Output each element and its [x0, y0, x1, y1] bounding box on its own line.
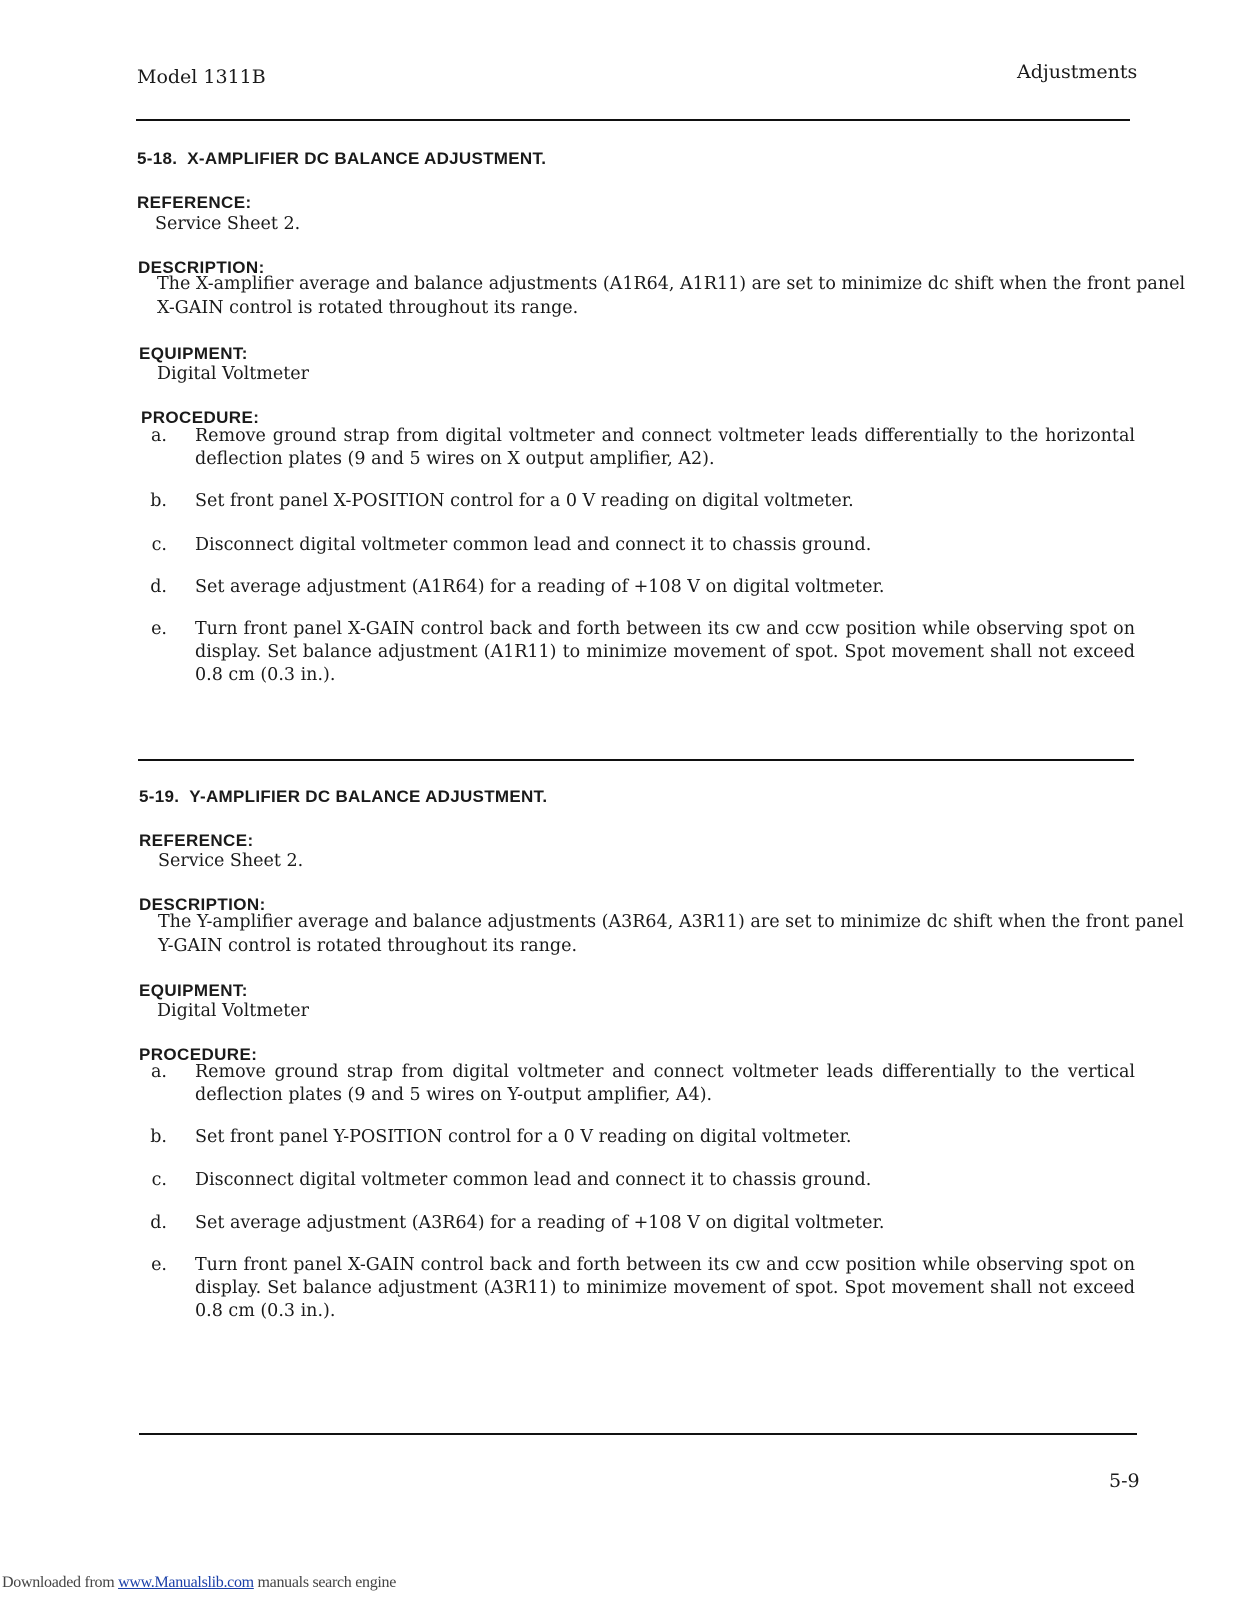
step-letter: d. — [150, 577, 167, 597]
step-text: Disconnect digital voltmeter common lead and connect it to chassis ground. — [195, 1170, 872, 1190]
manualslib-link[interactable]: www.Manualslib.com — [118, 1574, 254, 1591]
footer-rule — [139, 1433, 1137, 1435]
step-letter: e. — [151, 619, 167, 639]
description-line-2: X-GAIN control is rotated throughout its range. — [157, 298, 579, 318]
step-letter: d. — [150, 1213, 167, 1233]
page-number: 5-9 — [1109, 1470, 1140, 1492]
description-line-1: The Y-amplifier average and balance adjustments (A3R64, A3R11) are set to minimize dc shift when the front panel — [158, 912, 1184, 932]
step-text: Set average adjustment (A1R64) for a reading of +108 V on digital voltmeter. — [195, 577, 885, 597]
description-label: DESCRIPTION: — [138, 258, 265, 277]
step-letter: e. — [151, 1255, 167, 1275]
step-text: Set front panel Y-POSITION control for a 0 V reading on digital voltmeter. — [195, 1127, 852, 1147]
section-title-5-18 — [137, 149, 546, 169]
step-text: Disconnect digital voltmeter common lead and connect it to chassis ground. — [195, 535, 872, 555]
header-model: Model 1311B — [137, 66, 266, 88]
equipment-label: EQUIPMENT: — [139, 344, 248, 363]
section-number: 5-18. — [137, 149, 178, 168]
step-text: Remove ground strap from digital voltmeter and connect voltmeter leads differentially to the vertical deflection plates (9 and 5 wires on Y-output amplifier, A4). — [195, 1062, 1135, 1105]
equipment-text: Digital Voltmeter — [157, 1001, 309, 1021]
section-title-5-19 — [139, 787, 547, 807]
footer-prefix: Downloaded from — [2, 1574, 119, 1591]
footer-suffix: manuals search engine — [253, 1574, 397, 1591]
step-letter: b. — [150, 1127, 167, 1147]
reference-label: REFERENCE: — [137, 193, 252, 212]
step-letter: c. — [151, 1170, 167, 1190]
procedure-label: PROCEDURE: — [141, 408, 260, 427]
reference-text: Service Sheet 2. — [158, 851, 304, 871]
equipment-label: EQUIPMENT: — [139, 981, 248, 1000]
step-letter: a. — [151, 1062, 167, 1082]
step-text: Remove ground strap from digital voltmeter and connect voltmeter leads differentially to the horizontal deflection plates (9 and 5 wires on X output amplifier, A2). — [195, 426, 1135, 469]
section-divider — [138, 759, 1134, 761]
equipment-text: Digital Voltmeter — [157, 364, 309, 384]
step-text: Set front panel X-POSITION control for a 0 V reading on digital voltmeter. — [195, 491, 854, 511]
section-heading: Y-AMPLIFIER DC BALANCE ADJUSTMENT. — [189, 787, 548, 806]
step-text: Set average adjustment (A3R64) for a reading of +108 V on digital voltmeter. — [195, 1213, 885, 1233]
description-line-2: Y-GAIN control is rotated throughout its range. — [158, 936, 578, 956]
description-label: DESCRIPTION: — [139, 895, 266, 914]
step-text: Turn front panel X-GAIN control back and forth between its cw and ccw position while observing spot on display. Set balance adjustment (A1R11) to minimize movement of spot. Spot movement shall not exceed 0.8 cm (0.3 in.). — [195, 619, 1135, 685]
header-rule — [136, 119, 1130, 121]
section-number: 5-19. — [139, 787, 180, 806]
reference-label: REFERENCE: — [139, 831, 254, 850]
reference-text: Service Sheet 2. — [155, 214, 301, 234]
step-letter: a. — [151, 426, 167, 446]
section-heading: X-AMPLIFIER DC BALANCE ADJUSTMENT. — [187, 149, 547, 168]
step-text: Turn front panel X-GAIN control back and forth between its cw and ccw position while observing spot on display. Set balance adjustment (A3R11) to minimize movement of spot. Spot movement shall not exceed 0.8 cm (0.3 in.). — [195, 1255, 1135, 1321]
step-letter: b. — [150, 491, 167, 511]
header-chapter: Adjustments — [1017, 61, 1138, 83]
procedure-label: PROCEDURE: — [139, 1045, 258, 1064]
description-line-1: The X-amplifier average and balance adjustments (A1R64, A1R11) are set to minimize dc shift when the front panel — [157, 274, 1186, 294]
download-footer — [2, 1574, 396, 1592]
step-letter: c. — [151, 535, 167, 555]
